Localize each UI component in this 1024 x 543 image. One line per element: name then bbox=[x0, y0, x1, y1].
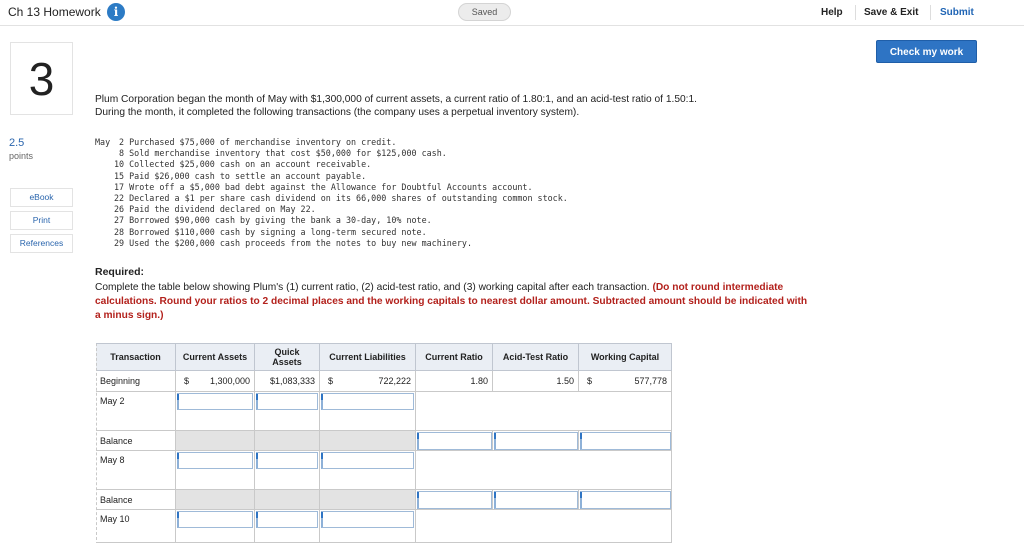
may2-current-liabilities-cell bbox=[320, 392, 416, 431]
balance2-acid-test-cell bbox=[493, 490, 579, 510]
assignment-title: Ch 13 Homework bbox=[8, 5, 101, 19]
check-my-work-button[interactable]: Check my work bbox=[876, 40, 977, 63]
beginning-current-liabilities bbox=[320, 371, 416, 392]
transaction-item: 8 Sold merchandise inventory that cost $50,000 for $125,000 cash. bbox=[114, 148, 447, 159]
may8-current-assets-cell bbox=[176, 451, 255, 490]
transaction-item: 17 Wrote off a $5,000 bad debt against the Allowance for Doubtful Accounts account. bbox=[114, 181, 533, 192]
header-acid-test-ratio: Acid-Test Ratio bbox=[493, 343, 579, 371]
may8-current-liabilities-input[interactable] bbox=[321, 452, 414, 469]
header-current-assets: Current Assets bbox=[176, 343, 255, 371]
balance2-current-ratio-input[interactable] bbox=[417, 491, 492, 509]
divider bbox=[855, 5, 856, 20]
balance1-acid-test-input[interactable] bbox=[494, 432, 578, 450]
top-bar bbox=[0, 0, 1024, 26]
balance1-current-ratio-cell bbox=[416, 431, 493, 451]
currency-symbol: $ bbox=[328, 376, 334, 386]
balance1-current-liabilities bbox=[320, 431, 416, 451]
transaction-item: 2 Purchased $75,000 of merchandise inventory on credit. bbox=[114, 137, 397, 147]
may2-quick-assets-cell bbox=[255, 392, 320, 431]
row-label-balance-1: Balance bbox=[96, 431, 176, 451]
may10-quick-assets-input[interactable] bbox=[256, 511, 318, 528]
transaction-item: 29 Used the $200,000 cash proceeds from the notes to buy new machinery. bbox=[114, 237, 472, 248]
balance1-quick-assets bbox=[255, 431, 320, 451]
header-current-liabilities: Current Liabilities bbox=[320, 343, 416, 371]
may8-quick-assets-input[interactable] bbox=[256, 452, 318, 469]
beginning-quick-assets: $1,083,333 bbox=[255, 371, 320, 392]
references-button[interactable]: References bbox=[10, 234, 73, 253]
may10-current-liabilities-cell bbox=[320, 510, 416, 543]
saved-status-badge: Saved bbox=[458, 3, 511, 21]
balance2-working-capital-input[interactable] bbox=[580, 491, 671, 509]
beginning-current-assets-value: 1,300,000 bbox=[209, 376, 250, 386]
balance1-current-ratio-input[interactable] bbox=[417, 432, 492, 450]
transaction-item: 10 Collected $25,000 cash on an account receivable. bbox=[114, 159, 372, 170]
may2-current-assets-cell bbox=[176, 392, 255, 431]
may8-quick-assets-cell bbox=[255, 451, 320, 490]
header-working-capital: Working Capital bbox=[579, 343, 672, 371]
ratio-table bbox=[96, 343, 672, 543]
header-transaction: Transaction bbox=[96, 343, 176, 371]
question-number: 3 bbox=[10, 42, 73, 115]
required-instructions bbox=[95, 281, 815, 323]
beginning-current-ratio: 1.80 bbox=[416, 371, 493, 392]
may2-blank-cell bbox=[416, 392, 672, 431]
balance1-current-assets bbox=[176, 431, 255, 451]
balance2-current-liabilities bbox=[320, 490, 416, 510]
intro-line-1: Plum Corporation began the month of May with $1,300,000 of current assets, a current ratio of 1.80:1, and an acid-test ratio of 1.50:1. bbox=[95, 94, 697, 105]
may8-current-assets-input[interactable] bbox=[177, 452, 253, 469]
beginning-working-capital bbox=[579, 371, 672, 392]
table-left-border bbox=[96, 343, 97, 540]
beginning-working-capital-value: 577,778 bbox=[634, 376, 667, 386]
divider bbox=[930, 5, 931, 20]
row-label-may2: May 2 bbox=[96, 392, 176, 431]
may10-quick-assets-cell bbox=[255, 510, 320, 543]
transaction-item: 27 Borrowed $90,000 cash by giving the bank a 30-day, 10% note. bbox=[114, 215, 432, 226]
beginning-acid-test-value: 1.50 bbox=[556, 376, 574, 386]
submit-link[interactable]: Submit bbox=[940, 7, 974, 18]
may2-current-assets-input[interactable] bbox=[177, 393, 253, 410]
points-label: points bbox=[9, 151, 34, 161]
beginning-current-liabilities-value: 722,222 bbox=[378, 376, 411, 386]
print-button[interactable]: Print bbox=[10, 211, 73, 230]
transaction-item: 15 Paid $26,000 cash to settle an account payable. bbox=[114, 170, 367, 181]
question-intro bbox=[95, 93, 835, 119]
transaction-item: 22 Declared a $1 per share cash dividend on its 66,000 shares of outstanding common stock. bbox=[114, 193, 568, 203]
row-label-may10: May 10 bbox=[96, 510, 176, 543]
may10-current-assets-input[interactable] bbox=[177, 511, 253, 528]
ebook-button[interactable]: eBook bbox=[10, 188, 73, 207]
beginning-current-assets bbox=[176, 371, 255, 392]
row-label-balance-2: Balance bbox=[96, 490, 176, 510]
balance2-quick-assets bbox=[255, 490, 320, 510]
may10-current-liabilities-input[interactable] bbox=[321, 511, 414, 528]
may8-current-liabilities-cell bbox=[320, 451, 416, 490]
may10-blank-cell bbox=[416, 510, 672, 543]
may2-current-liabilities-input[interactable] bbox=[321, 393, 414, 410]
balance2-current-assets bbox=[176, 490, 255, 510]
transaction-item: 28 Borrowed $110,000 cash by signing a long-term secured note. bbox=[114, 226, 427, 237]
save-exit-link[interactable]: Save & Exit bbox=[864, 7, 919, 18]
currency-symbol: $ bbox=[587, 376, 593, 386]
may2-quick-assets-input[interactable] bbox=[256, 393, 318, 410]
balance2-acid-test-input[interactable] bbox=[494, 491, 578, 509]
required-heading: Required: bbox=[95, 266, 145, 278]
row-label-may8: May 8 bbox=[96, 451, 176, 490]
balance1-working-capital-input[interactable] bbox=[580, 432, 671, 450]
balance2-working-capital-cell bbox=[579, 490, 672, 510]
header-current-ratio: Current Ratio bbox=[416, 343, 493, 371]
balance1-acid-test-cell bbox=[493, 431, 579, 451]
header-quick-assets: Quick Assets bbox=[255, 343, 320, 371]
transaction-item: 26 Paid the dividend declared on May 22. bbox=[114, 204, 316, 215]
balance2-current-ratio-cell bbox=[416, 490, 493, 510]
intro-line-2: During the month, it completed the following transactions (the company uses a perpetual inventory system). bbox=[95, 107, 580, 118]
currency-symbol: $ bbox=[184, 376, 190, 386]
info-icon[interactable]: i bbox=[107, 3, 125, 21]
required-note: (Do not round intermediate calculations. Round your ratios to 2 decimal places and the working capitals to nearest dollar amount. Subtracted amount should be indicated with a minus sign.) bbox=[95, 282, 808, 321]
required-text: Complete the table below showing Plum's (1) current ratio, (2) acid-test ratio, and (3) working capital after each transaction. bbox=[95, 282, 650, 293]
row-label-beginning: Beginning bbox=[96, 371, 176, 392]
table-top-border bbox=[96, 343, 672, 344]
may8-blank-cell bbox=[416, 451, 672, 490]
may10-current-assets-cell bbox=[176, 510, 255, 543]
transaction-month: May bbox=[95, 137, 111, 147]
balance1-working-capital-cell bbox=[579, 431, 672, 451]
points-value: 2.5 bbox=[9, 137, 25, 149]
beginning-acid-test-ratio bbox=[493, 371, 579, 392]
help-link[interactable]: Help bbox=[821, 7, 843, 18]
